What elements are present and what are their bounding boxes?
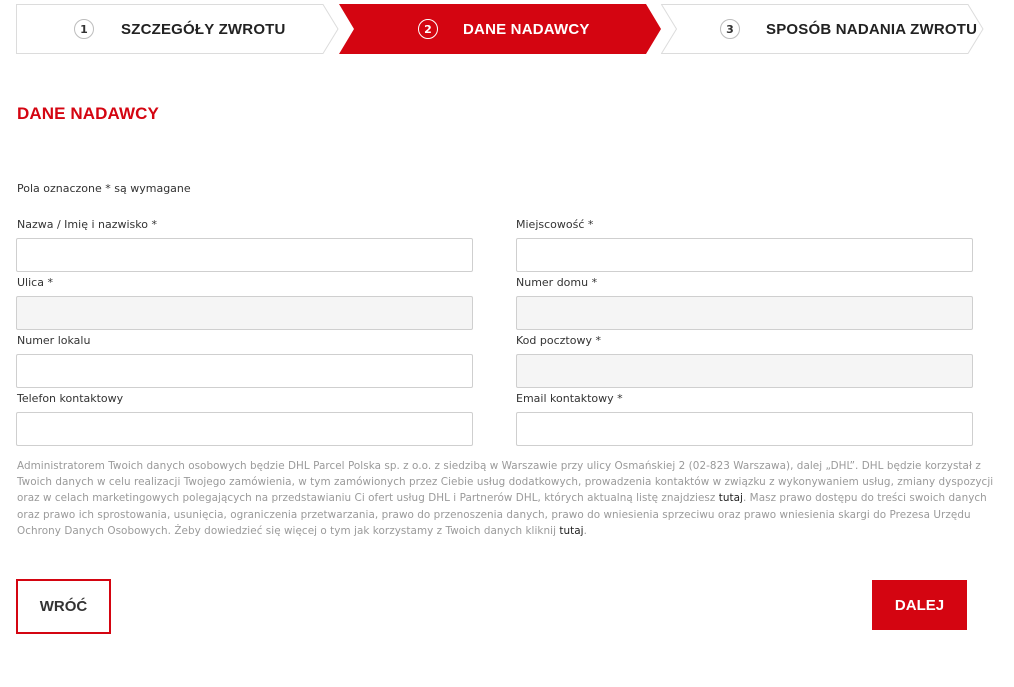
house-number-input[interactable] [516, 296, 973, 330]
next-button[interactable]: DALEJ [872, 580, 967, 630]
street-label: Ulica * [17, 276, 53, 289]
required-fields-note: Pola oznaczone * są wymagane [17, 182, 191, 195]
name-label: Nazwa / Imię i nazwisko * [17, 218, 157, 231]
privacy-text-2: . Masz prawo dostępu do treści swoich danych oraz prawo ich sprostowania, usunięcia, ograniczenia przetwarzania, prawo do przenoszenia danych, prawo do wniesienia sprzeciwu oraz prawo wniesienia skargi do Prezesa Urzędu Ochrony Danych Osobowych. Żeby dowiedzieć się więcej o tym jak korzystamy z Twoich danych kliknij [17, 492, 987, 537]
phone-label: Telefon kontaktowy [17, 392, 124, 405]
phone-input[interactable] [16, 412, 473, 446]
email-input[interactable] [516, 412, 973, 446]
privacy-text-3: . [583, 524, 587, 537]
postal-code-input[interactable] [516, 354, 973, 388]
city-label: Miejscowość * [516, 218, 594, 231]
city-input[interactable] [516, 238, 973, 272]
step-details[interactable] [16, 4, 339, 54]
step-shipping-method[interactable] [661, 4, 984, 54]
step-label: SPOSÓB NADANIA ZWROTU [766, 20, 978, 38]
apartment-input[interactable] [16, 354, 473, 388]
step-number: 2 [418, 19, 438, 39]
apartment-label: Numer lokalu [17, 334, 91, 347]
house-number-label: Numer domu * [516, 276, 598, 289]
step-number: 1 [74, 19, 94, 39]
street-input[interactable] [16, 296, 473, 330]
email-label: Email kontaktowy * [516, 392, 623, 405]
privacy-notice [17, 458, 997, 539]
step-number: 3 [720, 19, 740, 39]
name-input[interactable] [16, 238, 473, 272]
postal-code-label: Kod pocztowy * [516, 334, 601, 347]
step-label: DANE NADAWCY [463, 20, 590, 38]
step-sender-data[interactable] [339, 4, 662, 54]
privacy-partners-link[interactable]: tutaj [718, 492, 743, 505]
privacy-more-info-link[interactable]: tutaj [559, 524, 584, 537]
section-title: DANE NADAWCY [17, 104, 159, 123]
privacy-text-1: Administratorem Twoich danych osobowych będzie DHL Parcel Polska sp. z o.o. z siedzibą w Warszawie przy ulicy Osmańskiej 2 (02-823 Warszawa), dalej „DHL”. DHL będzie korzystał z Twoich danych w celu realizacji Twojego zamówienia, w tym zamówionych przez Ciebie usług dodatkowych, prowadzenia kontaktów w związku z wykonywaniem usług, zmiany dyspozycji oraz w celach marketingowych polegających na przedstawianiu Ci ofert usług DHL i Partnerów DHL, których aktualną listę znajdziesz [17, 460, 994, 505]
progress-stepper [16, 4, 984, 54]
back-button[interactable]: WRÓĆ [16, 579, 111, 634]
step-label: SZCZEGÓŁY ZWROTU [121, 20, 286, 38]
